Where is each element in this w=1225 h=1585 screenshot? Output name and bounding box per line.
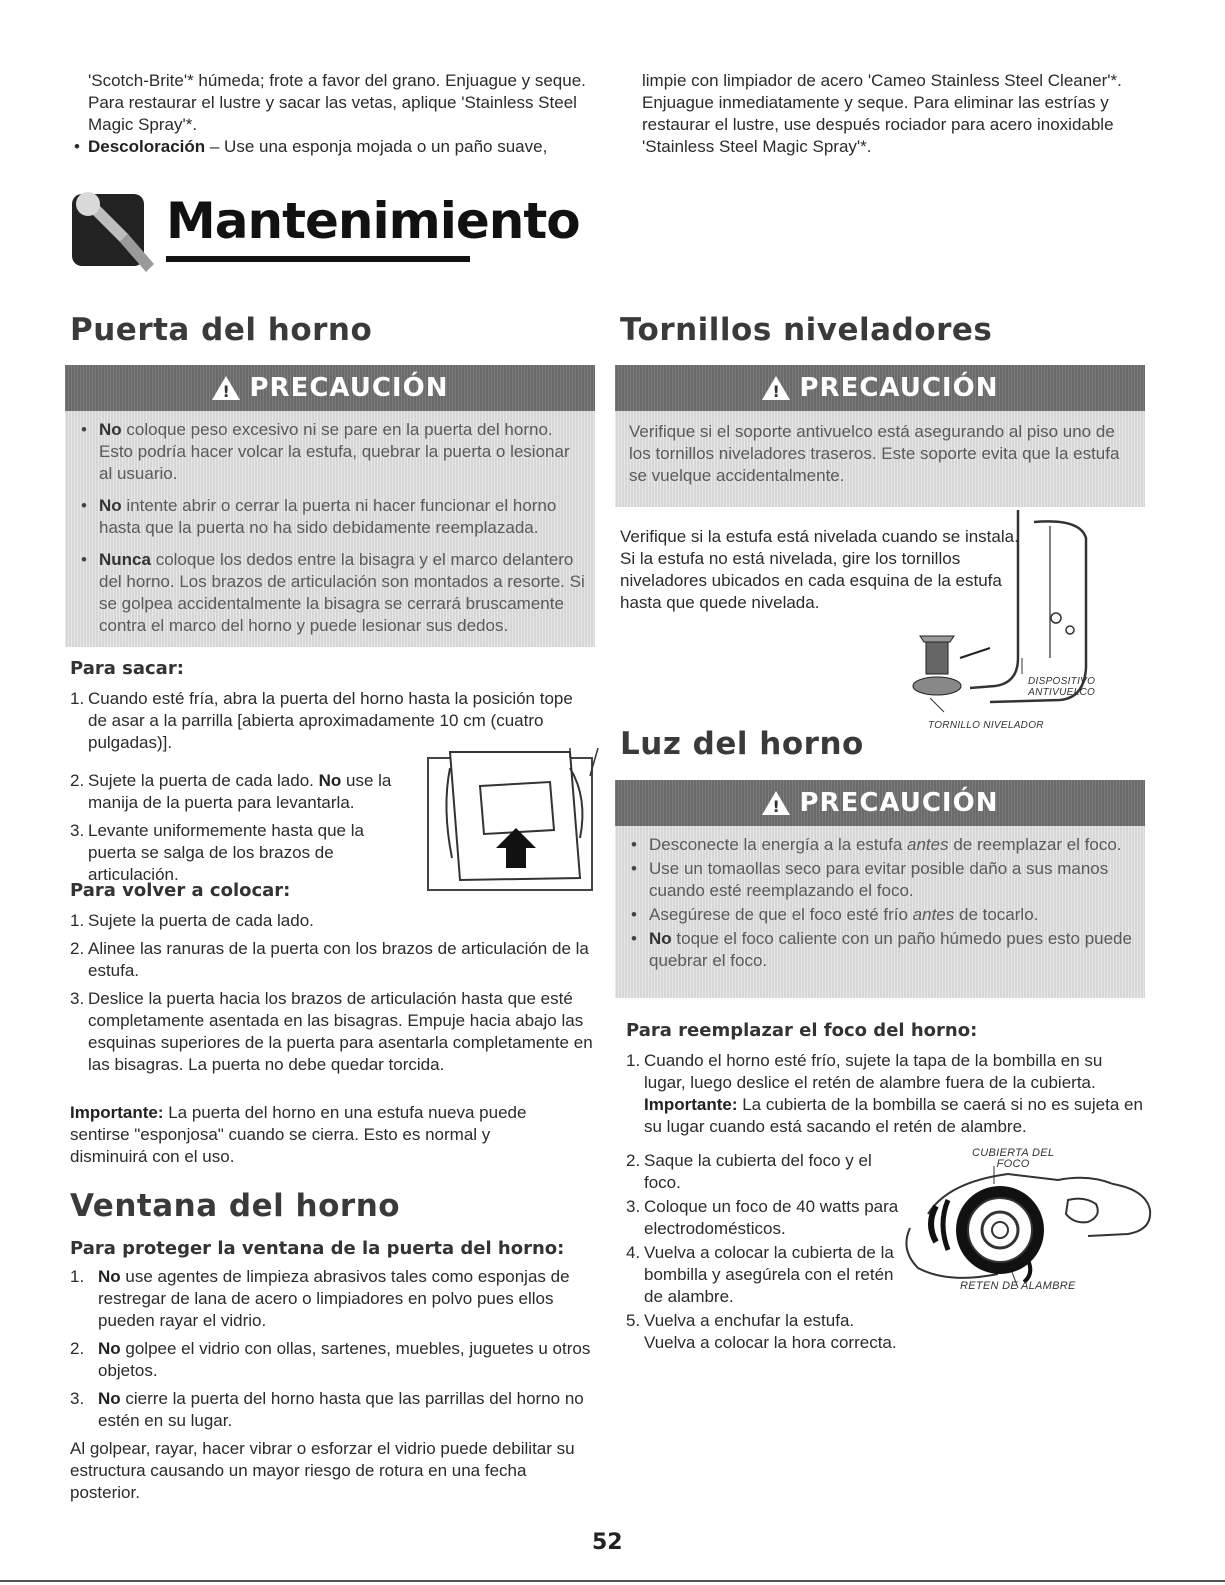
section-title-puerta: Puerta del horno xyxy=(70,312,373,348)
bullet-text: – Use una esponja mojada o un paño suave, xyxy=(205,137,548,156)
caution-header xyxy=(65,365,595,411)
step-item: 2. No golpee el vidrio con ollas, sartenes, muebles, juguetes u otros objetos. xyxy=(70,1339,591,1380)
step-item: 2. Alinee las ranuras de la puerta con los brazos de articulación de la estufa. xyxy=(70,939,589,980)
colocar-steps xyxy=(70,910,595,1082)
label-bulb-cover: CUBIERTA DEL FOCO xyxy=(972,1147,1055,1170)
label-leveling-screw: TORNILLO NIVELADOR xyxy=(928,720,1044,731)
ventana-closing: Al golpear, rayar, hacer vibrar o esforzar el vidrio puede debilitar su estructura causando un mayor riesgo de rotura en una fecha posterior. xyxy=(70,1439,575,1502)
luz-steps-narrow xyxy=(626,1150,901,1356)
bottom-rule xyxy=(0,1580,1225,1582)
text-line: Enjuague inmediatamente y seque. Para eliminar las estrías y xyxy=(642,93,1109,112)
caution-label: PRECAUCIÓN xyxy=(799,788,999,818)
tornillos-body: Verifique si la estufa está nivelada cuando se instala. Si la estufa no está nivelada, gire los tornillos niveladores ubicados en cada esquina de la estufa hasta que quede nivelada. xyxy=(620,527,1019,612)
step-item: 1. No use agentes de limpieza abrasivos tales como esponjas de restregar de lana de acero o limpiadores en polvo pues ellos pueden rayar el vidrio. xyxy=(70,1267,570,1330)
subtitle-ventana: Para proteger la ventana de la puerta del horno: xyxy=(70,1238,565,1259)
label-wire-retainer: RETEN DE ALAMBRE xyxy=(960,1280,1076,1292)
step-item: 3. Deslice la puerta hacia los brazos de articulación hasta que esté completamente asentada en las bisagras. Empuje hacia abajo las esquinas superiores de la puerta para asentarla completamente en las bisagras. La puerta no debe quedar torcida. xyxy=(70,989,593,1074)
subtitle-colocar: Para volver a colocar: xyxy=(70,880,291,901)
warning-icon: ! xyxy=(762,791,790,815)
caution-item: • Asegúrese de que el foco esté frío antes de tocarlo. xyxy=(629,904,1135,926)
section-title-ventana: Ventana del horno xyxy=(70,1188,401,1224)
top-left-continuation xyxy=(74,70,608,158)
subtitle-luz: Para reemplazar el foco del horno: xyxy=(626,1020,978,1041)
ventana-steps xyxy=(70,1266,595,1504)
text-line: 'Scotch-Brite'* húmeda; frote a favor del grano. Enjuague y seque. xyxy=(88,71,586,90)
caution-item: • Use un tomaollas seco para evitar posible daño a sus manos cuando esté reemplazando el foco. xyxy=(629,858,1135,902)
step-item: 1. Cuando el horno esté frío, sujete la tapa de la bombilla en su lugar, luego deslice el retén de alambre fuera de la cubierta. Importante: La cubierta de la bombilla se caerá si no es sujeta en su lugar cuando está sacando el retén de alambre. xyxy=(626,1051,1143,1136)
text-line: restaurar el lustre, use después rociador para acero inoxidable xyxy=(642,115,1114,134)
caution-list xyxy=(65,411,595,655)
wrench-icon xyxy=(70,188,154,272)
importante-note: Importante: La puerta del horno en una estufa nueva puede sentirse "esponjosa" cuando se cierra. Esto es normal y disminuirá con el uso. xyxy=(70,1103,527,1166)
caution-item: • Nunca coloque los dedos entre la bisagra y el marco delantero del horno. Los brazos de articulación son montados a resorte. Si se golpea accidentalmente la bisagra se cerrará bruscamente contra el marco del horno y puede lesionar sus dedos. xyxy=(79,549,585,637)
caution-label: PRECAUCIÓN xyxy=(249,373,449,403)
oven-door-illustration xyxy=(420,748,600,898)
caution-item: • Desconecte la energía a la estufa antes de reemplazar el foco. xyxy=(629,834,1135,856)
label-antitip: DISPOSITIVO ANTIVUELCO xyxy=(1028,676,1096,698)
bullet-item: • Descoloración – Use una esponja mojada o un paño suave, xyxy=(74,137,548,156)
caution-item: • No intente abrir o cerrar la puerta ni hacer funcionar el horno hasta que la puerta no ha sido debidamente reemplazada. xyxy=(79,495,585,539)
step-item: 3. Coloque un foco de 40 watts para electrodomésticos. xyxy=(626,1197,899,1238)
step-item: 1. Cuando esté fría, abra la puerta del horno hasta la posición tope de asar a la parrilla [abierta aproximadamente 10 cm (cuatro pulgadas)]. xyxy=(70,689,573,752)
step-item: 2. Sujete la puerta de cada lado. No use la manija de la puerta para levantarla. xyxy=(70,771,392,812)
step-item: 3. No cierre la puerta del horno hasta que las parrillas del horno no estén en su lugar. xyxy=(70,1389,584,1430)
text-line: Magic Spray'*. xyxy=(88,115,198,134)
warning-icon: ! xyxy=(762,376,790,400)
header-title: Mantenimiento xyxy=(166,192,580,250)
sacar-steps-narrow xyxy=(70,770,415,892)
caution-box-tornillos xyxy=(615,365,1145,507)
caution-item: • No toque el foco caliente con un paño húmedo pues esto puede quebrar el foco. xyxy=(629,928,1135,972)
step-item: 2. Saque la cubierta del foco y el foco. xyxy=(626,1151,872,1192)
caution-item: • No coloque peso excesivo ni se pare en la puerta del horno. Esto podría hacer volcar la estufa, quebrar la puerta o lesionar al usuario. xyxy=(79,419,585,485)
step-item: 5. Vuelva a enchufar la estufa. Vuelva a colocar la hora correcta. xyxy=(626,1311,897,1352)
caution-header xyxy=(615,780,1145,826)
text-line: Para restaurar el lustre y sacar las vetas, aplique 'Stainless Steel xyxy=(88,93,577,112)
subtitle-sacar: Para sacar: xyxy=(70,658,184,679)
text-line: limpie con limpiador de acero 'Cameo Stainless Steel Cleaner'*. xyxy=(642,71,1122,90)
caution-text: Verifique si el soporte antivuelco está asegurando al piso uno de los tornillos niveladores traseros. Este soporte evita que la estufa se vuelque accidentalmente. xyxy=(629,422,1120,485)
section-title-tornillos: Tornillos niveladores xyxy=(620,312,993,348)
step-item: 4. Vuelva a colocar la cubierta de la bombilla y asegúrela con el retén de alambre. xyxy=(626,1243,894,1306)
page-number: 52 xyxy=(592,1530,623,1555)
luz-step-1 xyxy=(626,1050,1146,1144)
text-line: 'Stainless Steel Magic Spray'*. xyxy=(642,137,872,156)
caution-box-luz xyxy=(615,780,1145,998)
warning-icon: ! xyxy=(212,376,240,400)
header-underline xyxy=(166,256,470,262)
top-right-continuation xyxy=(642,70,1162,158)
caution-list xyxy=(615,826,1145,982)
caution-box-puerta xyxy=(65,365,595,647)
maintenance-header xyxy=(70,188,580,278)
section-title-luz: Luz del horno xyxy=(620,726,864,762)
caution-header xyxy=(615,365,1145,411)
step-item: 3. Levante uniformemente hasta que la puerta se salga de los brazos de articulación. xyxy=(70,821,364,884)
light-bulb-illustration xyxy=(888,1164,1158,1292)
caution-label: PRECAUCIÓN xyxy=(799,373,999,403)
step-item: 1. Sujete la puerta de cada lado. xyxy=(70,911,314,930)
bullet-lead: Descoloración xyxy=(88,137,206,156)
